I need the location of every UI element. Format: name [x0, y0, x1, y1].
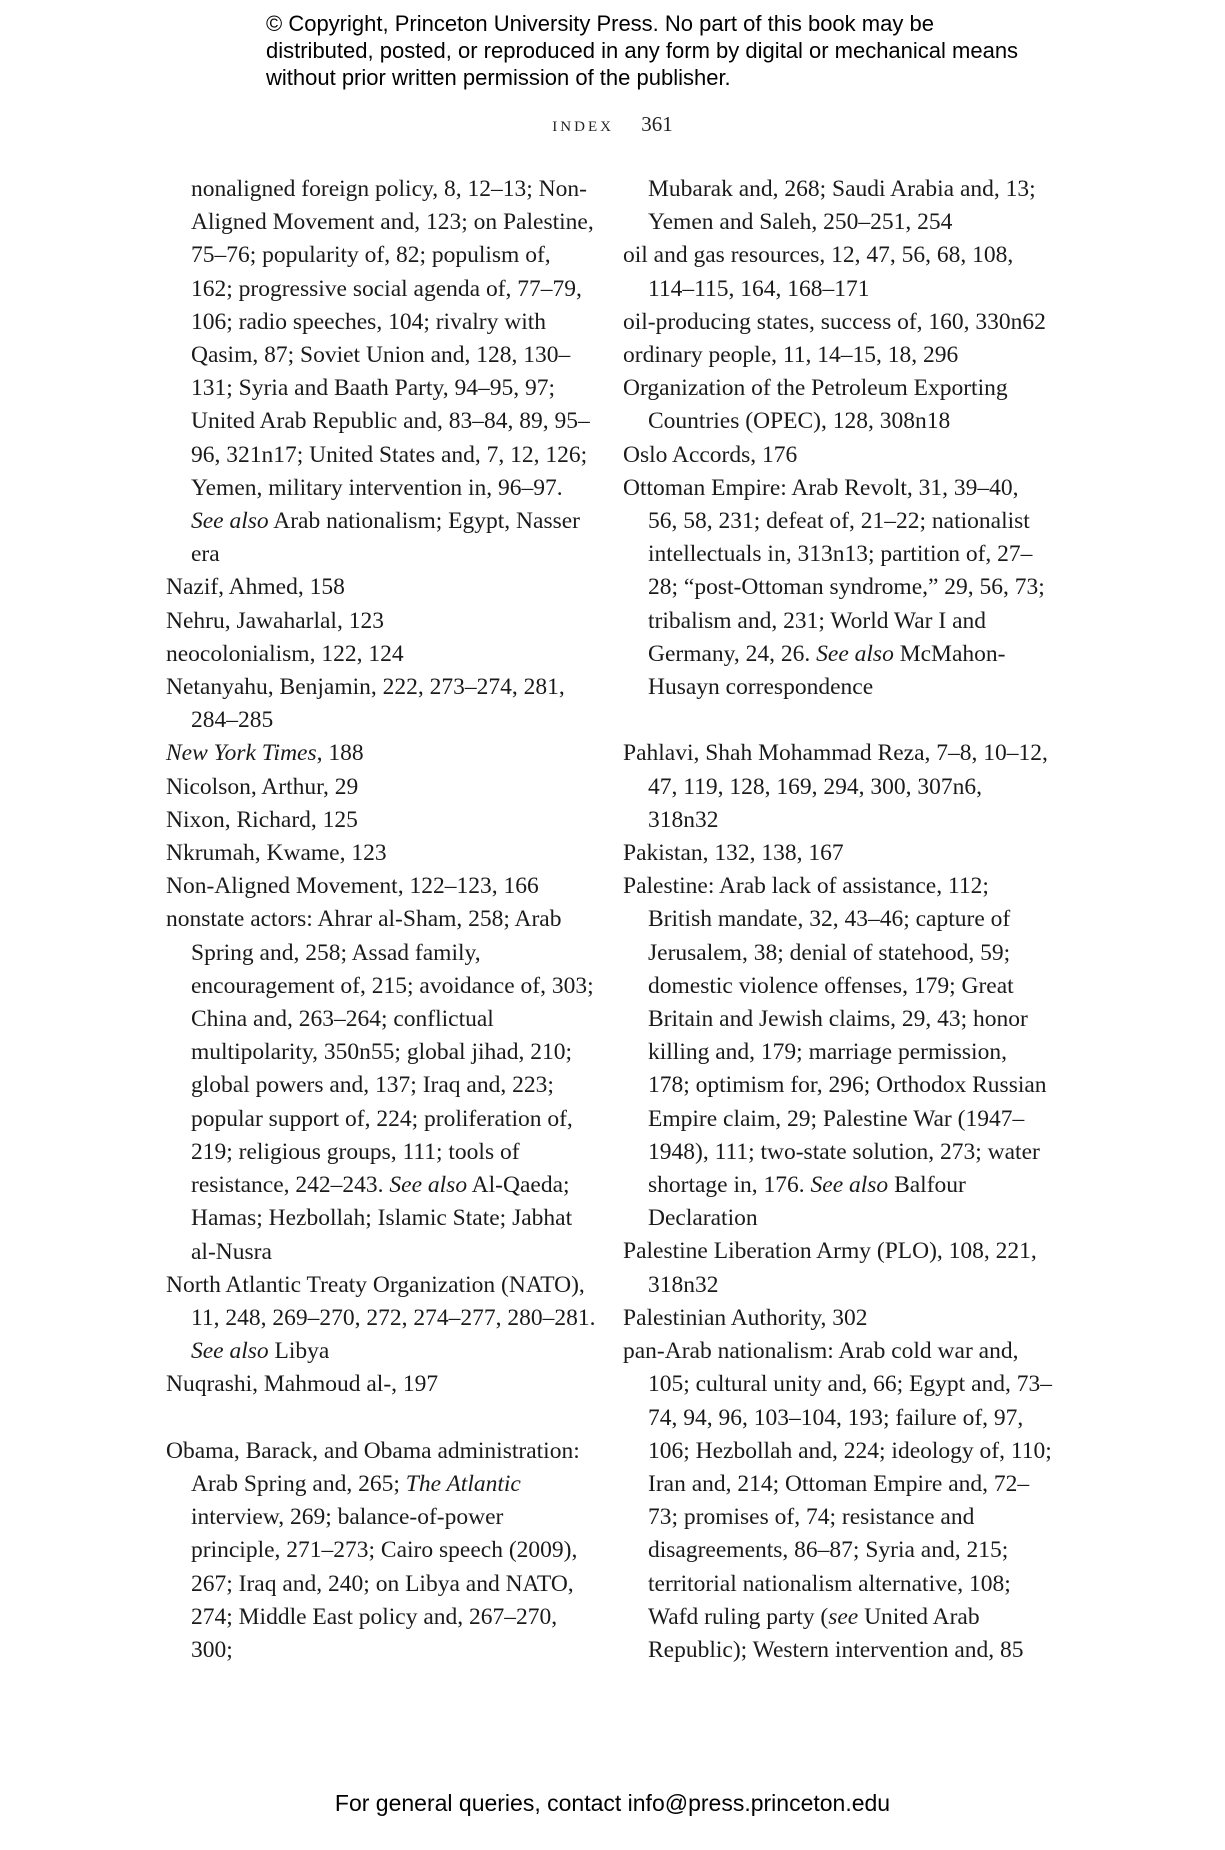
footer-contact: For general queries, contact info@press.princeton.edu [334, 1790, 891, 1816]
entry-italic-text: see [828, 1603, 859, 1630]
index-column-right [623, 173, 1053, 1667]
index-entry: Pakistan, 132, 138, 167 [623, 840, 844, 867]
index-entry: ordinary people, 11, 14–15, 18, 296 [623, 342, 959, 369]
index-entry: Nixon, Richard, 125 [166, 806, 358, 833]
see-also-label: See also [389, 1172, 468, 1199]
see-also-label: See also [191, 508, 269, 535]
index-entry: nonaligned foreign policy, 8, 12–13; Non-Aligned Movement and, 123; on Palestine, 75–76; popularity of, 82; populism of, 162; progressive social agenda of, 77–79, 106; radio speeches, 104; rivalry with Qasim, 87; Soviet Union and, 128, 130–131; Syria and Baath Party, 94–95, 97; United Arab Republic and, 83–84, 89, 95–96, 321n17; United States and, 7, 12, 126; Yemen, military intervention in, 96–97. See also Arab nationalism; Egypt, Nasser era [191, 176, 594, 568]
index-entry: neocolonialism, 122, 124 [166, 640, 404, 667]
index-entry: Palestine Liberation Army (PLO), 108, 221, 318n32 [623, 1238, 1037, 1298]
running-head-section: index [552, 112, 614, 136]
index-column-left [166, 173, 596, 1667]
letter-group-gap [166, 1402, 596, 1435]
index-entry: oil-producing states, success of, 160, 330n62 [623, 308, 1046, 335]
index-entry: Nicolson, Arthur, 29 [166, 773, 359, 800]
index-entry: Nazif, Ahmed, 158 [166, 574, 345, 601]
copyright-notice: © Copyright, Princeton University Press. No part of this book may be distributed, posted, or reproduced in any form by digital or mechanical means without prior written permission of the publisher. [266, 11, 1019, 90]
see-also-label: See also [816, 640, 894, 667]
index-entry: North Atlantic Treaty Organization (NATO), 11, 248, 269–270, 272, 274–277, 280–281. See also Libya [166, 1271, 596, 1365]
entry-italic-text: The Atlantic [405, 1470, 521, 1497]
index-entry: Mubarak and, 268; Saudi Arabia and, 13; Yemen and Saleh, 250–251, 254 [648, 176, 1036, 236]
index-entry: New York Times, 188 [166, 740, 364, 767]
index-entry: nonstate actors: Ahrar al-Sham, 258; Arab Spring and, 258; Assad family, encouragement of, 215; avoidance of, 303; China and, 263–264; conflictual multipolarity, 350n55; global jihad, 210; global powers and, 137; Iraq and, 223; popular support of, 224; proliferation of, 219; religious groups, 111; tools of resistance, 242–243. See also Al-Qaeda; Hamas; Hezbollah; Islamic State; Jabhat al-Nusra [166, 906, 594, 1265]
index-entry: Nuqrashi, Mahmoud al-, 197 [166, 1371, 439, 1398]
index-entry: oil and gas resources, 12, 47, 56, 68, 108, 114–115, 164, 168–171 [623, 242, 1014, 302]
entry-italic-title: New York Times [166, 740, 317, 767]
running-head [0, 112, 1225, 137]
index-entry: Pahlavi, Shah Mohammad Reza, 7–8, 10–12, 47, 119, 128, 169, 294, 300, 307n6, 318n32 [623, 740, 1048, 833]
index-entry: Oslo Accords, 176 [623, 441, 798, 468]
letter-group-gap [623, 704, 1053, 737]
index-entry: Netanyahu, Benjamin, 222, 273–274, 281, 284–285 [166, 674, 565, 734]
index-entry: Organization of the Petroleum Exporting Countries (OPEC), 128, 308n18 [623, 375, 1008, 435]
index-entry: Non-Aligned Movement, 122–123, 166 [166, 873, 539, 900]
page-number: 361 [641, 112, 673, 136]
see-also-label: See also [810, 1172, 889, 1199]
index-entry: Palestine: Arab lack of assistance, 112; British mandate, 32, 43–46; capture of Jerusalem, 38; denial of statehood, 59; domestic violence offenses, 179; Great Britain and Jewish claims, 29, 43; honor killing and, 179; marriage permission, 178; optimism for, 296; Orthodox Russian Empire claim, 29; Palestine War (1947–1948), 111; two-state solution, 273; water shortage in, 176. See also Balfour Declaration [623, 873, 1047, 1232]
see-also-label: See also [191, 1338, 269, 1365]
index-entry: Ottoman Empire: Arab Revolt, 31, 39–40, 56, 58, 231; defeat of, 21–22; nationalist intellectuals in, 313n13; partition of, 27–28; “post-Ottoman syndrome,” 29, 56, 73; tribalism and, 231; World War I and Germany, 24, 26. See also McMahon-Husayn correspondence [623, 474, 1045, 701]
index-entry: Obama, Barack, and Obama administration: Arab Spring and, 265; The Atlantic interview, 269; balance-of-power principle, 271–273; Cairo speech (2009), 267; Iraq and, 240; on Libya and NATO, 274; Middle East policy and, 267–270, 300; [166, 1437, 580, 1663]
index-entry: pan-Arab nationalism: Arab cold war and, 105; cultural unity and, 66; Egypt and, 73–74, 94, 96, 103–104, 193; failure of, 97, 106; Hezbollah and, 224; ideology of, 110; Iran and, 214; Ottoman Empire and, 72–73; promises of, 74; resistance and disagreements, 86–87; Syria and, 215; territorial nationalism alternative, 108; Wafd ruling party (see United Arab Republic); Western intervention and, 85 [623, 1338, 1053, 1663]
index-entry: Palestinian Authority, 302 [623, 1304, 868, 1331]
index-entry: Nehru, Jawaharlal, 123 [166, 607, 384, 634]
index-entry: Nkrumah, Kwame, 123 [166, 840, 387, 867]
